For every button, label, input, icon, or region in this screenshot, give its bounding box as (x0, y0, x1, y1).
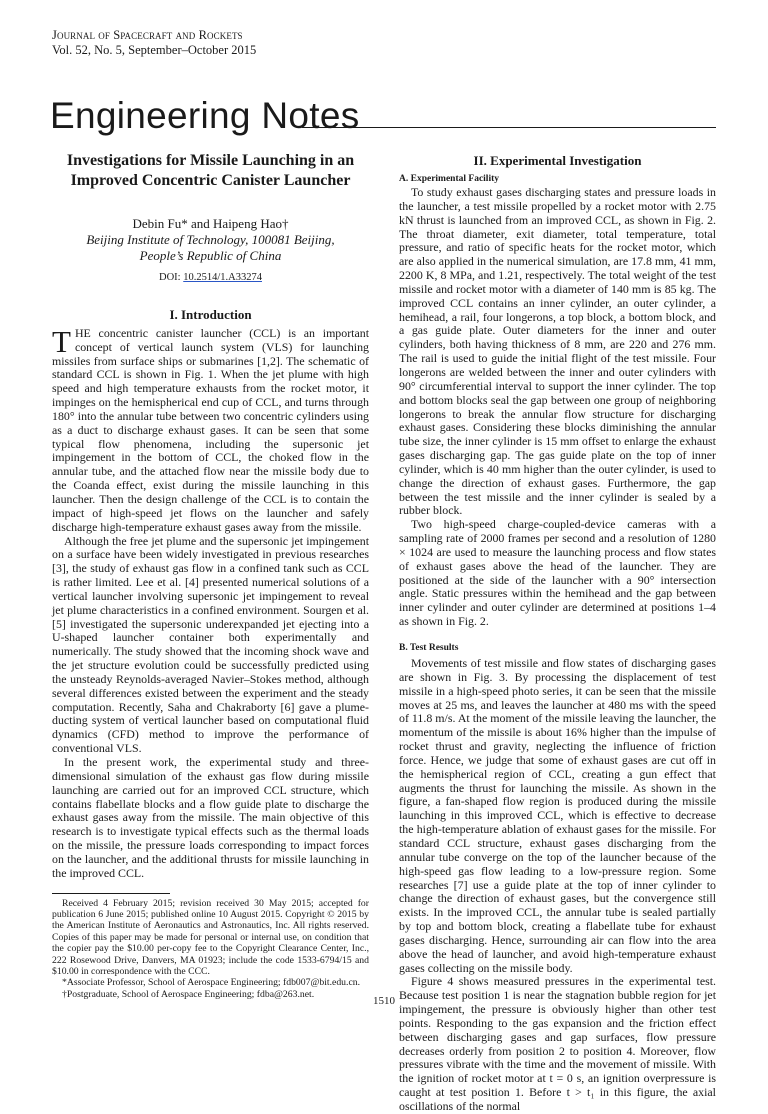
section-header (50, 90, 716, 136)
article-title: Investigations for Missile Launching in an Improved Concentric Canister Launcher (66, 152, 355, 189)
results-paragraph-2: Figure 4 shows measured pressures in the experimental test. Because test position 1 is near the stagnation bubble region for jet impingement, the pressure is obviously higher than other test points. Responding to the gas expansion and the friction effect between discharging gases and gap surfaces, flow pressure decreases orderly from position 2 to position 4. Moreover, flow pressures vibrate with the time and the movement of missile. With the ignition of rocket motor at t = 0 s, an ignition overpressure is caught at test position 1. Before t > t₁ in this figure, the axial oscillations of the normal (399, 974, 716, 1113)
dropcap-letter: T (52, 323, 71, 359)
subsection-a-heading: A. Experimental Facility (399, 174, 499, 184)
intro-paragraph-1 (52, 323, 369, 535)
journal-volume: Vol. 52, No. 5, September–October 2015 (52, 43, 257, 57)
affiliation-line-2: People’s Republic of China (139, 248, 282, 263)
experimental-heading: II. Experimental Investigation (473, 153, 642, 168)
results-paragraph-1: Movements of test missile and flow states of discharging gases are shown in Fig. 3. By processing the displacement of test missile in a high-speed photo series, it can be seen that the missile moves at 25 ms, and leaves the launcher at 480 ms with the speed of 11.8 m/s. At the moment of the missile leaving the launcher, the momentum of the missile is about 16% higher than the impulse of rocket thrust and gravity, neglecting the influence of friction force. Hence, we judge that some of exhaust gases are cut off in the hemispherical region of CCL, creating a gun effect that augments the thrust for launching the missile. As shown in the figure, a fan-shaped flow region is produced during the missile launching in this improved CCL, which is effective to decrease the high-temperature ablation of exhaust gases for the missile. For standard CCL structure, exhaust gases discharging from the annular tube converge on the top of the launcher because of the high-speed gas flow leading to a low-pressure region. Some researches [7] use a guide plate at the top of inner cylinder to change the direction of exhaust gases, but the convergence still exists. In the improved CCL, the annular tube is sealed partially by top and bottom block, creating a flabellate tube for exhaust gases discharging. Hence, surrounding air can flow into the area above the head of launcher, and avoid high-temperature exhaust gases collecting on the missile body. (399, 656, 716, 975)
doi-line (52, 271, 369, 285)
journal-header (52, 28, 256, 58)
intro-paragraph-3: In the present work, the experimental study and three-dimensional simulation of the exhaust gas flow during missile launching are carried out for an improved CCL structure, which contains flabellate blocks and a flow guide plate to discharge the exhaust gases away from the missile. The main objective of this research is to investigate typical effects such as the thermal loads on the missile, the pressure loads corresponding to impact forces on the launcher, and the additional thrusts for missile launching in the improved CCL. (52, 755, 369, 880)
left-column (52, 150, 369, 1000)
journal-name: Journal of Spacecraft and Rockets (52, 28, 243, 42)
doi-link[interactable]: 10.2514/1.A33274 (183, 272, 262, 283)
affiliation-line-1: Beijing Institute of Technology, 100081 Beijing, (86, 232, 335, 247)
footnote-author-2: †Postgraduate, School of Aerospace Engineering; fdba@263.net. (62, 988, 315, 1000)
introduction-heading: I. Introduction (169, 306, 252, 322)
page-number: 1510 (373, 995, 395, 1007)
footnote-author-1: *Associate Professor, School of Aerospace Engineering; fdb007@bit.edu.cn. (62, 977, 361, 989)
doi-label: DOI: (159, 272, 184, 283)
right-column (399, 150, 716, 1114)
facility-paragraph-2: Two high-speed charge-coupled-device cameras with a sampling rate of 2000 frames per second and a resolution of 1280 × 1024 are used to measure the launching process and flow states of exhaust gases above the head of the launcher. They are positioned at the side of the launcher with a 90° intersection angle. Static pressures within the hemihead and the gap between inner cylinder and outer cylinder are determined at positions 1–4 as shown in Fig. 2. (399, 517, 716, 629)
section-rule (302, 127, 716, 128)
footnote-received: Received 4 February 2015; revision received 30 May 2015; accepted for publication 6 June 2015; published online 10 August 2015. Copyright © 2015 by the American Institute of Aeronautics and Astronautics, Inc. All rights reserved. Copies of this paper may be made for personal or internal use, on condition that the copier pay the $10.00 per-copy fee to the Copyright Clearance Center, Inc., 222 Rosewood Drive, Danvers, MA 01923; include the code 1533-6794/15 and $10.00 in correspondence with the CCC. (52, 897, 369, 978)
facility-paragraph-1: To study exhaust gases discharging states and pressure loads in the launcher, a test missile propelled by a rocket motor with 2.75 kN thrust is launched from an improved CCL, as shown in Fig. 2. The throat diameter, exit diameter, total temperature, total pressure, and ratio of specific heats for the rocket motor, which are also applied in the numerical simulation, are 17.8 mm, 41 mm, 2200 K, 8 MPa, and 1.21, respectively. The total weight of the test missile and rocket motor with a diameter of 140 mm is 85 kg. The improved CCL contains an inner cylinder, an outer cylinder, a hemihead, a rail, four longerons, a top block, a bottom block, and a gas guide plate. Outer diameters for the inner and outer cylinders, both having thickness of 8 mm, are 220 and 276 mm. The rail is used to guide the initial flight of the test missile. Four longerons are welded between the inner and outer cylinders with 90° circumferential interval to support the inner cylinder. The top and bottom blocks seal the gap between one group of neighboring longerons to break the annular flow structure for discharging exhaust gases. Considering these blocks diminishing the annular tube size, the inner cylinder is 15 mm offset to enlarge the exhaust gases discharging gap. The gas guide plate on the top of inner cylinder, which is 40 mm higher than the outer cylinder, is used to change the direction of exhaust gases. Furthermore, the gap between the test missile and the inner cylinder is sealed by a rubber block. (399, 185, 716, 518)
intro-paragraph-2: Although the free jet plume and the supersonic jet impingement on a surface have been widely investigated in previous researches [3], the study of exhaust gas flow in a confined tank such as CCL is rather limited. Lee et al. [4] presented numerical solutions of a vertical launcher involving supersonic jet impingement to reveal jet plume characteristics in a confined environment. Sourgen et al. [5] investigated the supersonic underexpanded jet ejecting into a U-shaped launcher container both experimentally and numerically. The study showed that the incoming shock wave and the jet structure evolution could be successfully predicted using the unsteady Reynolds-averaged Navier–Stokes method, although several differences existed between the experiment and the steady computation. Recently, Saha and Chakraborty [6] gave a plume-ducting system of vertical launcher based on computational fluid dynamics (CFD) method to improve the performance of conventional VLS. (52, 533, 369, 756)
subsection-b-heading: B. Test Results (399, 643, 459, 653)
intro-paragraph-1-text: HE concentric canister launcher (CCL) is an important concept of vertical launch system (VLS) for launching missiles from surface ships or submarines [1,2]. The schematic of standard CCL is shown in Fig. 1. When the jet plume with high speed and high temperature exhausts from the rocket motor, it impinges on the hemispherical end cup of CCL, and turns through 180° into the annular tube between two concentric cylinders using as a duct to discharge exhaust gases. It can be seen that some typical flow phenomena, including the supersonic jet impingement in the bottom of CCL, the choked flow in the annular tube, and the attached flow near the missile body due to the Coanda effect, exist during the missile launching in this launcher. Then the design challenge of the CCL is to contain the impact of high-speed jet flows on the launcher and safely discharge high-temperature exhaust gases away from the missile. (52, 325, 369, 534)
section-title: Engineering Notes (50, 95, 360, 136)
article-authors: Debin Fu* and Haipeng Hao† (132, 216, 289, 231)
footnotes (52, 894, 369, 1001)
